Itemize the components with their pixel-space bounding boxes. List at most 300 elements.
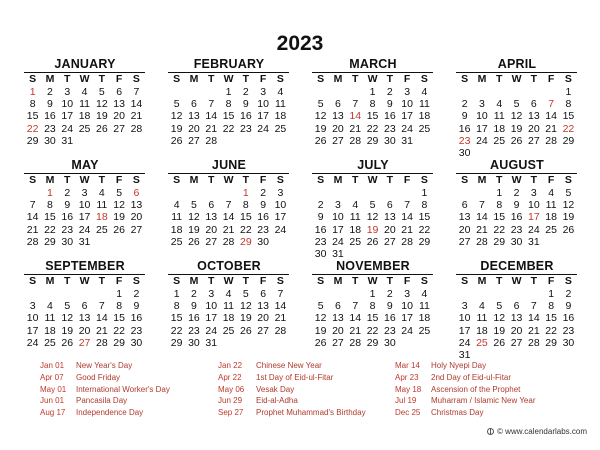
weekday-header: S xyxy=(272,173,289,187)
day-cell: 25 xyxy=(349,235,362,248)
weekday-header: W xyxy=(220,274,237,288)
weekday-header: T xyxy=(237,173,254,187)
day-cell: 10 xyxy=(527,199,540,212)
day-cell: 13 xyxy=(527,110,540,123)
day-cell: 11 xyxy=(96,199,108,212)
holiday-date: Aug 17 xyxy=(40,408,66,418)
day-cell: 30 xyxy=(458,146,471,159)
day-cell: 18 xyxy=(170,223,183,236)
holiday-column xyxy=(40,360,170,419)
day-cell: 17 xyxy=(458,324,471,337)
weekday-header: S xyxy=(416,274,433,288)
day-cell: 8 xyxy=(29,98,36,111)
month-grid xyxy=(312,72,433,147)
weekday-header: M xyxy=(473,72,490,86)
day-cell: 21 xyxy=(26,223,39,236)
month-title: JUNE xyxy=(211,158,247,172)
holiday-date: Jul 19 xyxy=(395,396,417,406)
weekday-header: T xyxy=(93,173,110,187)
day-cell: 21 xyxy=(349,324,362,337)
weekday-header: S xyxy=(128,274,145,288)
day-cell: 9 xyxy=(47,98,53,111)
day-cell: 28 xyxy=(205,134,218,147)
day-cell: 15 xyxy=(222,110,235,123)
holiday-name: Pancasila Day xyxy=(76,396,128,406)
month-grid xyxy=(168,72,289,147)
day-cell: 12 xyxy=(562,199,575,212)
day-cell: 20 xyxy=(510,324,523,337)
weekday-header: S xyxy=(416,72,433,86)
weekday-header: F xyxy=(254,72,271,86)
day-cell: 5 xyxy=(98,86,105,98)
day-cell: 12 xyxy=(188,211,200,224)
day-cell: 6 xyxy=(191,98,197,111)
day-cell: 5 xyxy=(496,300,503,313)
month-title: MAY xyxy=(71,158,99,172)
day-cell: 25 xyxy=(44,336,56,349)
weekday-header: S xyxy=(168,72,185,86)
day-cell: 23 xyxy=(510,223,523,236)
day-cell: 30 xyxy=(383,336,396,349)
holiday-row xyxy=(218,360,366,372)
day-cell: 9 xyxy=(242,98,249,111)
weekday-header: T xyxy=(237,72,254,86)
day-cell: 3 xyxy=(64,86,71,98)
weekday-header: S xyxy=(456,274,473,288)
day-cell: 31 xyxy=(332,247,344,260)
day-cell: 11 xyxy=(79,98,90,111)
day-cell: 3 xyxy=(208,288,215,300)
day-cell: 19 xyxy=(314,324,327,337)
day-cell: 1 xyxy=(369,86,376,98)
day-cell: 5 xyxy=(369,199,376,212)
weekday-header: W xyxy=(508,274,525,288)
weekday-header: M xyxy=(185,173,202,187)
empty-day-cell xyxy=(312,288,329,300)
day-cell: 4 xyxy=(352,199,359,212)
day-cell: 7 xyxy=(208,98,215,111)
day-cell: 5 xyxy=(242,288,249,300)
month-title: MARCH xyxy=(349,57,397,71)
day-cell: 12 xyxy=(61,312,74,325)
day-cell: 7 xyxy=(352,300,359,313)
day-cell: 9 xyxy=(461,110,468,123)
day-cell: 11 xyxy=(349,211,361,224)
day-cell: 8 xyxy=(116,300,123,313)
day-cell: 14 xyxy=(545,110,557,123)
day-cell: 8 xyxy=(496,199,503,212)
holiday-day-cell: 1 xyxy=(47,187,53,199)
empty-day-cell xyxy=(329,187,346,199)
day-cell: 30 xyxy=(61,235,74,248)
holiday-row xyxy=(395,407,535,419)
day-cell: 24 xyxy=(257,122,269,135)
day-cell: 23 xyxy=(239,122,252,135)
weekday-header: M xyxy=(41,72,58,86)
day-cell: 9 xyxy=(386,300,393,313)
holiday-date: Jan 22 xyxy=(218,361,243,370)
month-grid xyxy=(24,274,145,349)
day-cell: 28 xyxy=(222,235,235,248)
day-cell: 2 xyxy=(242,86,249,98)
weekday-header: S xyxy=(416,173,433,187)
weekday-header: T xyxy=(59,274,76,288)
day-cell: 8 xyxy=(565,98,572,111)
empty-day-cell xyxy=(41,288,58,300)
month-title: DECEMBER xyxy=(480,259,554,273)
holiday-date: Dec 25 xyxy=(395,408,421,418)
weekday-header: M xyxy=(329,173,346,187)
day-cell: 25 xyxy=(95,223,108,236)
empty-day-cell xyxy=(491,86,508,98)
weekday-header: S xyxy=(168,274,185,288)
day-cell: 20 xyxy=(332,122,344,135)
weekday-header: T xyxy=(381,173,398,187)
day-cell: 15 xyxy=(562,110,575,123)
weekday-header: S xyxy=(456,72,473,86)
weekday-header: S xyxy=(312,173,329,187)
day-cell: 20 xyxy=(78,324,91,337)
day-cell: 15 xyxy=(418,211,431,224)
day-cell: 5 xyxy=(173,98,180,111)
day-cell: 4 xyxy=(496,98,503,111)
weekday-header: M xyxy=(41,274,58,288)
month-june xyxy=(169,157,289,248)
month-grid xyxy=(456,274,577,361)
weekday-header: M xyxy=(329,274,346,288)
day-cell: 15 xyxy=(366,312,379,325)
day-cell: 1 xyxy=(565,86,572,98)
empty-day-cell xyxy=(329,86,346,98)
day-cell: 30 xyxy=(188,336,200,349)
day-cell: 13 xyxy=(383,211,396,224)
day-cell: 19 xyxy=(95,110,108,123)
day-cell: 11 xyxy=(44,312,56,325)
weekday-header: S xyxy=(168,173,185,187)
day-cell: 6 xyxy=(81,300,88,313)
weekday-header: M xyxy=(41,173,58,187)
day-cell: 8 xyxy=(242,199,249,212)
holiday-day-cell: 14 xyxy=(349,110,362,123)
weekday-header: S xyxy=(24,72,41,86)
month-title: SEPTEMBER xyxy=(45,259,125,273)
day-cell: 20 xyxy=(188,122,200,135)
month-october xyxy=(169,258,289,349)
weekday-header: T xyxy=(93,274,110,288)
day-cell: 10 xyxy=(26,312,39,325)
holiday-date: Apr 07 xyxy=(40,372,64,382)
day-cell: 16 xyxy=(44,110,56,123)
holiday-day-cell: 22 xyxy=(26,122,39,135)
day-cell: 17 xyxy=(476,122,488,135)
weekday-header: F xyxy=(542,274,559,288)
day-cell: 12 xyxy=(366,211,379,224)
day-cell: 25 xyxy=(170,235,183,248)
holiday-row xyxy=(395,360,535,372)
holiday-day-cell: 1 xyxy=(242,187,249,199)
empty-day-cell xyxy=(473,86,490,98)
day-cell: 3 xyxy=(530,187,537,199)
day-cell: 21 xyxy=(130,110,143,123)
month-title: AUGUST xyxy=(490,158,544,172)
day-cell: 12 xyxy=(170,110,183,123)
empty-day-cell xyxy=(491,288,508,300)
holiday-row xyxy=(40,384,170,396)
day-cell: 14 xyxy=(26,211,39,224)
day-cell: 3 xyxy=(29,300,36,313)
day-cell: 10 xyxy=(458,312,471,325)
empty-day-cell xyxy=(508,86,525,98)
day-cell: 13 xyxy=(458,211,471,224)
day-cell: 14 xyxy=(349,312,362,325)
day-cell: 13 xyxy=(78,312,91,325)
day-cell: 19 xyxy=(188,223,200,236)
day-cell: 26 xyxy=(493,336,506,349)
day-cell: 15 xyxy=(26,110,39,123)
day-cell: 27 xyxy=(510,336,523,349)
day-cell: 25 xyxy=(493,134,506,147)
day-cell: 17 xyxy=(78,211,91,224)
month-december xyxy=(457,258,577,361)
day-cell: 15 xyxy=(113,312,125,325)
weekday-header: T xyxy=(381,72,398,86)
day-cell: 31 xyxy=(205,336,218,349)
empty-day-cell xyxy=(168,86,185,98)
holiday-name: Chinese New Year xyxy=(256,361,322,370)
weekday-header: T xyxy=(491,72,508,86)
weekday-header: W xyxy=(76,274,93,288)
month-grid xyxy=(24,72,145,147)
day-cell: 9 xyxy=(64,199,71,212)
holiday-date: May 06 xyxy=(218,384,245,394)
weekday-header: F xyxy=(254,173,271,187)
day-cell: 26 xyxy=(188,235,200,248)
day-cell: 9 xyxy=(191,300,197,313)
holiday-column xyxy=(395,360,535,419)
weekday-header: S xyxy=(456,173,473,187)
holiday-row xyxy=(40,395,170,407)
day-cell: 8 xyxy=(47,199,53,212)
empty-day-cell xyxy=(24,288,41,300)
weekday-header: F xyxy=(542,72,559,86)
weekday-header: M xyxy=(185,274,202,288)
day-cell: 1 xyxy=(496,187,503,199)
day-cell: 11 xyxy=(418,98,430,111)
day-cell: 18 xyxy=(418,110,431,123)
month-july xyxy=(313,157,433,260)
holiday-date: Jan 01 xyxy=(40,361,65,370)
day-cell: 11 xyxy=(274,98,286,111)
day-cell: 16 xyxy=(562,312,575,325)
day-cell: 17 xyxy=(257,110,269,123)
weekday-header: S xyxy=(128,72,145,86)
day-cell: 9 xyxy=(386,98,393,111)
day-cell: 5 xyxy=(513,98,520,111)
day-cell: 10 xyxy=(78,199,91,212)
day-cell: 18 xyxy=(78,110,91,123)
day-cell: 26 xyxy=(170,134,183,147)
day-cell: 29 xyxy=(113,336,125,349)
day-cell: 2 xyxy=(317,199,324,212)
day-cell: 25 xyxy=(418,324,431,337)
weekday-header: S xyxy=(560,173,577,187)
empty-day-cell xyxy=(185,86,202,98)
holiday-date: May 18 xyxy=(395,384,422,394)
weekday-header: T xyxy=(347,173,364,187)
empty-day-cell xyxy=(24,187,41,199)
day-cell: 22 xyxy=(493,223,506,236)
day-cell: 18 xyxy=(476,324,488,337)
weekday-header: S xyxy=(312,274,329,288)
globe-icon xyxy=(487,428,494,435)
weekday-header: W xyxy=(364,173,381,187)
day-cell: 18 xyxy=(418,312,431,325)
holiday-row xyxy=(218,384,366,396)
day-cell: 26 xyxy=(113,223,125,236)
day-cell: 16 xyxy=(458,122,471,135)
day-cell: 13 xyxy=(205,211,218,224)
month-february xyxy=(169,56,289,147)
day-cell: 13 xyxy=(188,110,200,123)
holiday-name: 2nd Day of Eid-ul-Fitar xyxy=(431,372,512,382)
weekday-header: S xyxy=(272,274,289,288)
weekday-header: T xyxy=(525,274,542,288)
holiday-name: Vesak Day xyxy=(256,384,295,394)
month-title: OCTOBER xyxy=(197,259,261,273)
empty-day-cell xyxy=(364,187,381,199)
day-cell: 19 xyxy=(61,324,74,337)
empty-day-cell xyxy=(168,187,185,199)
day-cell: 30 xyxy=(130,336,143,349)
day-cell: 24 xyxy=(78,223,91,236)
day-cell: 29 xyxy=(562,134,575,147)
day-cell: 15 xyxy=(44,211,56,224)
day-cell: 18 xyxy=(222,312,235,325)
day-cell: 24 xyxy=(332,235,344,248)
weekday-header: F xyxy=(398,72,415,86)
day-cell: 11 xyxy=(418,300,430,313)
holiday-name: Good Friday xyxy=(76,372,121,382)
weekday-header: S xyxy=(312,72,329,86)
month-grid xyxy=(24,173,145,248)
day-cell: 16 xyxy=(383,312,396,325)
day-cell: 13 xyxy=(113,98,125,111)
day-cell: 11 xyxy=(493,110,505,123)
month-grid xyxy=(312,173,433,260)
weekday-header: S xyxy=(24,274,41,288)
day-cell: 29 xyxy=(493,235,506,248)
day-cell: 23 xyxy=(61,223,74,236)
day-cell: 20 xyxy=(527,122,540,135)
day-cell: 3 xyxy=(81,187,88,199)
day-cell: 30 xyxy=(257,235,269,248)
empty-day-cell xyxy=(329,288,346,300)
month-title: JANUARY xyxy=(54,57,116,71)
day-cell: 19 xyxy=(113,211,125,224)
weekday-header: F xyxy=(110,72,127,86)
holiday-row xyxy=(218,372,366,384)
weekday-header: M xyxy=(473,173,490,187)
day-cell: 20 xyxy=(257,312,269,325)
day-cell: 22 xyxy=(366,324,379,337)
day-cell: 7 xyxy=(133,86,140,98)
day-cell: 28 xyxy=(95,336,108,349)
day-cell: 26 xyxy=(510,134,523,147)
day-cell: 4 xyxy=(479,300,485,313)
day-cell: 6 xyxy=(116,86,123,98)
day-cell: 24 xyxy=(401,324,413,337)
day-cell: 2 xyxy=(133,288,140,300)
day-cell: 14 xyxy=(205,110,218,123)
day-cell: 27 xyxy=(205,235,218,248)
month-grid xyxy=(168,173,289,248)
day-cell: 23 xyxy=(314,235,327,248)
day-cell: 22 xyxy=(239,223,252,236)
day-cell: 28 xyxy=(349,134,362,147)
day-cell: 6 xyxy=(513,300,520,313)
day-cell: 8 xyxy=(369,98,376,111)
month-title: NOVEMBER xyxy=(336,259,410,273)
day-cell: 6 xyxy=(530,98,537,111)
day-cell: 30 xyxy=(510,235,523,248)
day-cell: 4 xyxy=(81,86,88,98)
weekday-header: S xyxy=(128,173,145,187)
weekday-header: T xyxy=(491,173,508,187)
weekday-header: T xyxy=(525,173,542,187)
day-cell: 3 xyxy=(404,86,411,98)
day-cell: 9 xyxy=(513,199,520,212)
day-cell: 2 xyxy=(64,187,71,199)
day-cell: 14 xyxy=(527,312,540,325)
day-cell: 22 xyxy=(545,324,557,337)
day-cell: 2 xyxy=(260,187,267,199)
day-cell: 14 xyxy=(274,300,287,313)
day-cell: 20 xyxy=(332,324,344,337)
day-cell: 23 xyxy=(188,324,200,337)
day-cell: 8 xyxy=(173,300,180,313)
month-august xyxy=(457,157,577,248)
day-cell: 1 xyxy=(173,288,180,300)
day-cell: 17 xyxy=(332,223,344,236)
day-cell: 29 xyxy=(170,336,183,349)
day-cell: 27 xyxy=(527,134,540,147)
weekday-header: F xyxy=(542,173,559,187)
day-cell: 8 xyxy=(548,300,555,313)
day-cell: 24 xyxy=(61,122,74,135)
holiday-day-cell: 7 xyxy=(548,98,555,111)
holiday-date: Apr 22 xyxy=(218,372,242,382)
day-cell: 6 xyxy=(335,98,341,111)
day-cell: 21 xyxy=(476,223,488,236)
day-cell: 5 xyxy=(317,300,324,313)
day-cell: 1 xyxy=(421,187,428,199)
empty-day-cell xyxy=(525,86,542,98)
day-cell: 18 xyxy=(545,211,557,224)
day-cell: 15 xyxy=(170,312,183,325)
holiday-day-cell: 18 xyxy=(95,211,108,224)
day-cell: 22 xyxy=(44,223,56,236)
day-cell: 7 xyxy=(530,300,537,313)
day-cell: 24 xyxy=(527,223,540,236)
weekday-header: W xyxy=(220,72,237,86)
day-cell: 19 xyxy=(170,122,183,135)
day-cell: 10 xyxy=(476,110,488,123)
day-cell: 26 xyxy=(314,134,327,147)
month-grid xyxy=(456,72,577,159)
day-cell: 7 xyxy=(404,199,411,212)
day-cell: 8 xyxy=(421,199,428,212)
footer-credit xyxy=(487,427,587,436)
